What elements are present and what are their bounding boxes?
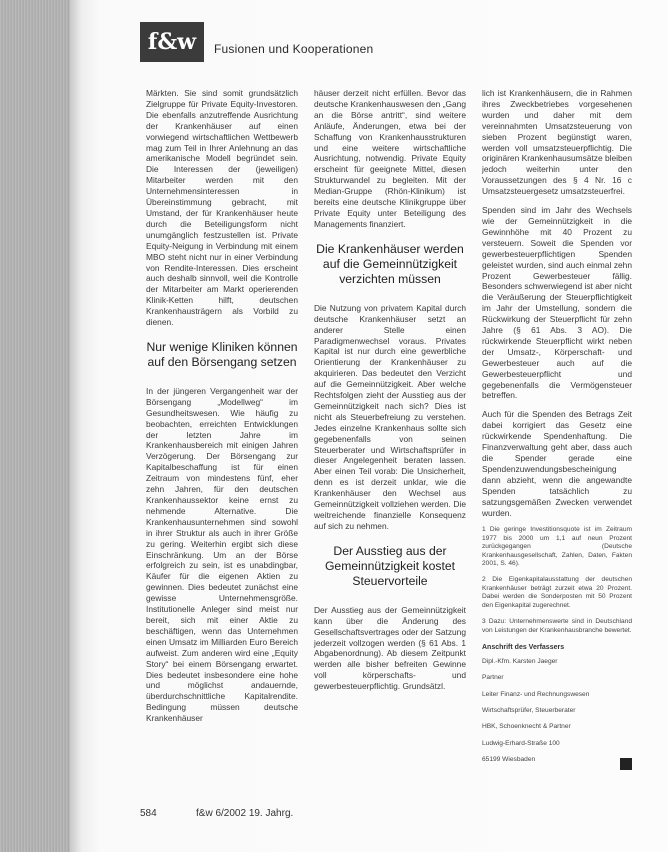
footnote: 2 Die Eigenkapitalausstattung der deutschen Krankenhäuser beträgt zurzeit etwa 20 Prozent. Dabei werden die Sonderposten mit 50 Prozent den Eigenkapital zugerechnet. [482,576,632,609]
paragraph: Die Nutzung von privatem Kapital durch deutsche Krankenhäuser setzt an anderer Stelle einen Paradigmenwechsel voraus. Privates Kapital ist nur durch eine gewerbliche Orientierung der Krankenhäuser zu akquirieren. Das bedeutet den Verzicht auf die Gemeinnützigkeit. Aber welche Rechtsfolgen zieht der Ausstieg aus der Gemeinnützigkeit nach sich? Dies ist nicht als Steuerbefreiung zu verstehen. Jedes einzelne Krankenhaus sollte sich gegebenenfalls von seinen Steuerberater und Wirtschaftsprüfer in dieser Angelegenheit beraten lassen. Aber einen Teil vorab: Die Unsicherheit, denn es ist derzeit unklar, wie die Krankenhäuser den Wechsel aus Gemeinnützigkeit vollziehen werden. Die weitreichende finanzielle Konsequenz auf sich zu nehmen. [314,302,466,531]
address-line: Wirtschaftsprüfer, Steuerberater [482,707,576,715]
address-line: 65199 Wiesbaden [482,756,536,764]
issue-info: f&w 6/2002 19. Jahrg. [196,808,294,819]
footnote: 3 Dazu: Unternehmenswerte sind in Deutschland von Leistungen der Krankenhausbranche bewertet. [482,618,632,634]
address-line: Dipl.-Kfm. Karsten Jaeger [482,657,558,665]
address-line: Leiter Finanz- und Rechnungswesen [482,690,590,698]
section-title: Fusionen und Kooperationen [214,42,374,56]
footnote: 1 Die geringe Investitionsquote ist im Zeitraum 1977 bis 2000 um 1,1 auf neun Prozent zurückgegangen (Deutsche Krankenhausgesellschaft, Zahlen, Daten, Fakten 2001, S. 46). [482,526,632,568]
address-line: Partner [482,674,504,682]
paragraph: Auch für die Spenden des Betrags Zeit dabei korrigiert das Gesetz eine rückwirkende Spendenhaftung. Die Finanzverwaltung geht aber, dass auch die Spender gerade eine Spendenzuwendungsbescheinigung dann abzieht, wenn die angewandte Spenden tatsächlich zu satzungsgemäßen Zwecken verwendet wurden. [482,409,632,518]
text-column-2 [314,88,466,700]
paragraph: Märkten. Sie sind somit grundsätzlich Zielgruppe für Private Equity-Investoren. Die ebenfalls anzutreffende Ausrichtung der Krankenhäuser auf einen vorwiegend wirtschaftlichen Wettbewerb mag zum Teil in Ihrer Anlehnung an das amerikanische Modell begründet sein. Die Interessen der (jeweiligen) Mitarbeiter werden mit den Unternehmensinteressen in Übereinstimmung gebracht, mit Umstand, der für Krankenhäuser heute durch die Beteiligungsform nicht unumgänglich festzustellen ist. Private Equity-Neigung in Verbindung mit einem MBO steht nicht nur in einer Verbindung von Rendite-Interessen. Dies erscheint auch deshalb sinnvoll, weil die Kontrolle der Mitarbeiter am Markt operierenden Klinik-Ketten hilft, deutschen Krankenhausträgern als Vorbild zu dienen. [146,88,298,328]
address-line: HBK, Schoenknecht & Partner [482,723,571,731]
end-of-article-square-icon [620,758,632,770]
subheading: Nur wenige Kliniken können auf den Börsengang setzen [146,339,298,369]
journal-logo: f&w [140,22,204,62]
address-line: Ludwig-Erhard-Straße 100 [482,739,560,747]
paragraph: lich ist Krankenhäusern, die in Rahmen ihres Zweckbetriebes vorgesehenen wurden und daher mit dem vereinnahmten Umsatzsteuerung von sieben Prozent begünstigt waren, werden voll umsatzsteuerpflichtig. Die originären Krankenhausumsätze bleiben jedoch weiterhin unter den Voraussetzungen des § 4 Nr. 16 c Umsatzsteuergesetz umsatzsteuerfrei. [482,88,632,197]
subheading: Die Krankenhäuser werden auf die Gemeinnützigkeit verzichten müssen [316,241,464,286]
page-number: 584 [140,808,157,819]
author-address-title: Anschrift des Verfassers [482,643,565,651]
subheading: Der Ausstieg aus der Gemeinnützigkeit kostet Steuervorteile [324,543,456,588]
paragraph: Der Ausstieg aus der Gemeinnützigkeit kann über die Änderung des Gesellschaftsvertrages oder der Satzung jederzeit vollzogen werden (§ 61 Abs. 1 Abgabenordnung). Ab diesem Zeitpunkt werden alle bisher befreiten Gewinne voll körperschafts- und gewerbesteuerpflichtig. Grundsätzl. [314,604,466,692]
paragraph: häuser derzeit nicht erfüllen. Bevor das deutsche Krankenhauswesen den „Gang an die Börse antritt“, sind weitere Anläufe, Änderungen, etwa bei der Schaffung von Krankenhausstrukturen und eine weitere wirtschaftliche Ausrichtung, notwendig. Private Equity erscheint für geeignete Mittel, diesen Strukturwandel zu begleiten. Mit der Median-Gruppe (Rhön-Klinikum) ist bereits eine deutsche Klinikgruppe über Private Equity unter Beteiligung des Managements finanziert. [314,88,466,229]
paragraph: Spenden sind im Jahr des Wechsels wie der Gemeinnützigkeit in die Gewinnhöhe mit 40 Prozent zu versteuern. Soweit die Spenden vor gewerbesteuerpflichtigen Spenden geleistet wurden, sind auch einmal zehn Prozent Gewerbesteuer fällig. Besonders schwerwiegend ist aber nicht die Veräußerung der Steuerpflichtigkeit im Jahr der Umstellung, sondern die Rückwirkung der Steuerpflicht für zehn Jahre (§ 61 Abs. 3 AO). Die rückwirkende Steuerpflicht wirkt neben der Umsatz-, Körperschaft- und Gewerbesteuer auch auf die Gewerbesteuerpflicht und gegebenenfalls die Vermögensteuer betreffen. [482,205,632,401]
text-column-1 [146,88,298,732]
book-page-edges [0,0,70,852]
paragraph: In der jüngeren Vergangenheit war der Börsengang „Modellweg“ im Gesundheitswesen. Wie häufig zu beobachten, erreichten Entwicklungen der letzten Jahre im Krankenhausbereich mit einigen Jahren Verzögerung. Der Börsengang zur Kapitalbeschaffung ist für einen Zeitraum von mindestens fünf, eher zehn Jahren, für den deutschen Krankenhaussektor keine ernst zu nehmende Alternative. Die Krankenhausunternehmen sind sowohl in ihrer Struktur als auch in ihrer Größe zu gering. Weiterhin ergibt sich diese Einschränkung. Um an der Börse erfolgreich zu sein, ist es unabdingbar, Käufer für die eigenen Aktien zu gewinnen. Dies bedeutet zunächst eine gewisse Unternehmensgröße. Institutionelle Anleger sind meist nur bereit, sich mit einer Aktie zu beschäftigen, wenn das Unternehmen einen Umsatz im Milliarden Euro Bereich aufweist. Zum anderen wird eine „Equity Story“ bei einem Börsengang erwartet. Dies bedeutet insbesondere eine hohe und möglichst andauernde, überdurchschnittliche Kapitalrendite. Bedingung müssen deutsche Krankenhäuser [146,385,298,724]
text-column-3 [482,88,632,773]
